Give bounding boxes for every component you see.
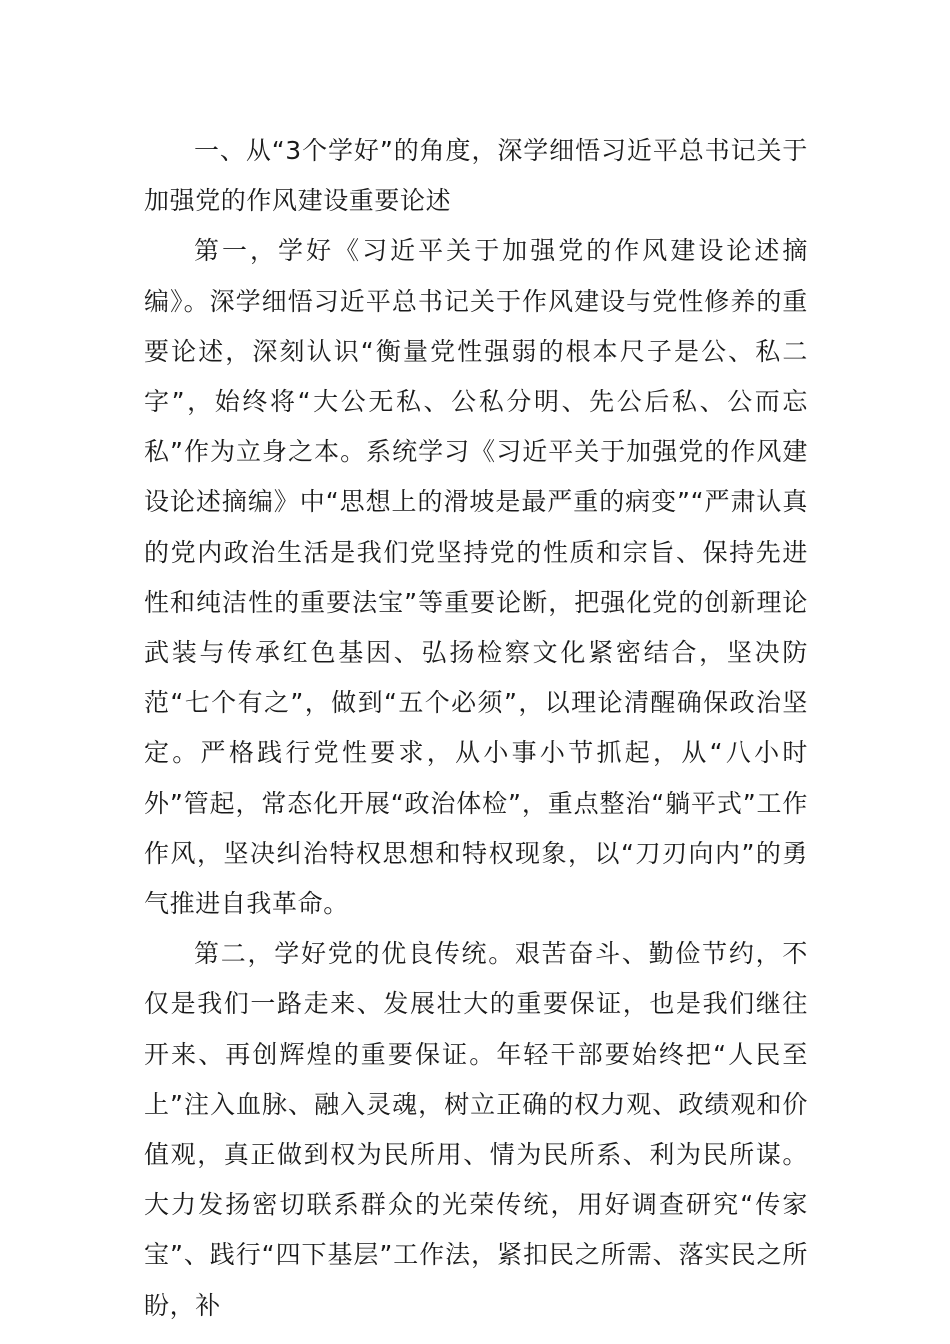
paragraph-first: 第一，学好《习近平关于加强党的作风建设论述摘编》。深学细悟习近平总书记关于作风建设与党性修养的重要论述，深刻认识“衡量党性强弱的根本尺子是公、私二字”，始终将“大公无私、公私分明、先公后私、公而忘私”作为立身之本。系统学习《习近平关于加强党的作风建设论述摘编》中“思想上的滑坡是最严重的病变”“严肃认真的党内政治生活是我们党坚持党的性质和宗旨、保持先进性和纯洁性的重要法宝”等重要论断，把强化党的创新理论武装与传承红色基因、弘扬检察文化紧密结合，坚决防范“七个有之”，做到“五个必须”，以理论清醒确保政治坚定。严格践行党性要求，从小事小节抓起，从“八小时外”管起，常态化开展“政治体检”，重点整治“躺平式”工作作风，坚决纠治特权思想和特权现象，以“刀刃向内”的勇气推进自我革命。	[144, 236, 808, 919]
section-heading: 一、从“3个学好”的角度，深学细悟习近平总书记关于加强党的作风建设重要论述	[144, 136, 808, 216]
paragraph-second: 第二，学好党的优良传统。艰苦奋斗、勤俭节约，不仅是我们一路走来、发展壮大的重要保证，也是我们继往开来、再创辉煌的重要保证。年轻干部要始终把“人民至上”注入血脉、融入灵魂，树立正确的权力观、政绩观和价值观，真正做到权为民所用、情为民所系、利为民所谋。大力发扬密切联系群众的光荣传统，用好调查研究“传家宝”、践行“四下基层”工作法，紧扣民之所需、落实民之所盼，补	[144, 939, 808, 1320]
document-body	[144, 126, 808, 1331]
